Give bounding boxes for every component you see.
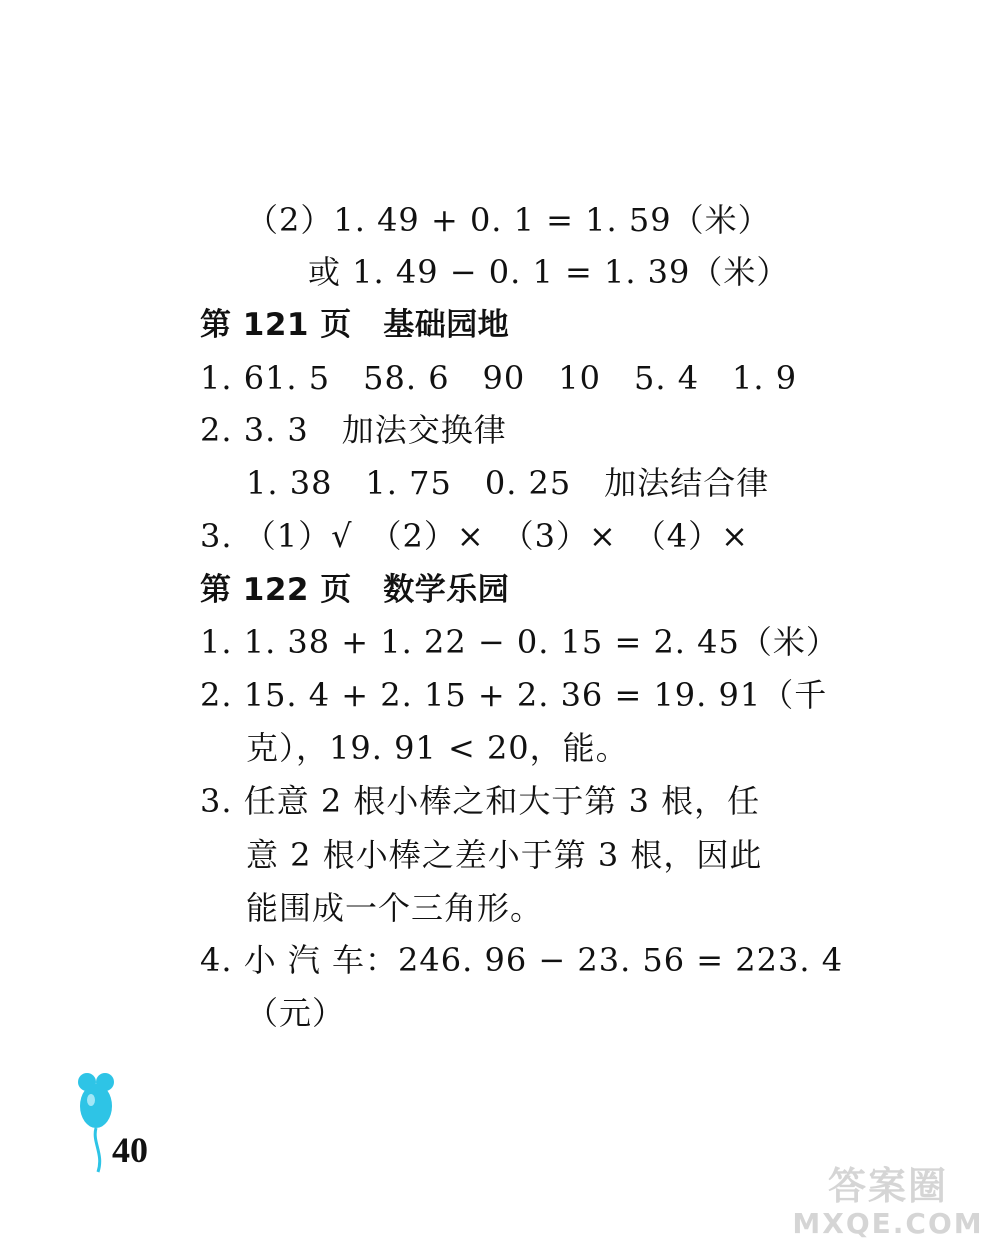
answer-line-15: 4. 小 汽 车：246. 96 − 23. 56 = 223. 4 bbox=[200, 941, 844, 979]
answer-line-2: 或 1. 49 − 0. 1 = 1. 39（米） bbox=[308, 253, 790, 291]
answer-line-9: 1. 1. 38 + 1. 22 − 0. 15 = 2. 45（米） bbox=[200, 623, 839, 661]
answer-line-4: 1. 61. 5 58. 6 90 10 5. 4 1. 9 bbox=[200, 359, 798, 397]
answer-line-10: 2. 15. 4 + 2. 15 + 2. 36 = 19. 91（千 bbox=[200, 676, 828, 714]
answer-line-5: 2. 3. 3 加法交换律 bbox=[200, 411, 507, 449]
answer-line-7: 3. （1）√ （2）× （3）× （4）× bbox=[200, 517, 749, 555]
watermark-url: MXQE.COM bbox=[792, 1207, 984, 1240]
answer-line-13: 意 2 根小棒之差小于第 3 根，因此 bbox=[246, 836, 763, 874]
watermark bbox=[788, 1164, 988, 1240]
answer-line-16: （元） bbox=[246, 994, 346, 1032]
section-heading-121: 第 121 页 基础园地 bbox=[200, 307, 510, 343]
answer-line-6: 1. 38 1. 75 0. 25 加法结合律 bbox=[246, 464, 770, 502]
page-number: 40 bbox=[112, 1130, 148, 1170]
answer-line-14: 能围成一个三角形。 bbox=[246, 889, 544, 927]
answer-line-11: 克），19. 91 < 20，能。 bbox=[246, 729, 629, 767]
answer-line-12: 3. 任意 2 根小棒之和大于第 3 根，任 bbox=[200, 782, 761, 820]
answer-line-1: （2）1. 49 + 0. 1 = 1. 59（米） bbox=[246, 201, 771, 239]
watermark-logo: 答案圈 bbox=[827, 1164, 948, 1208]
section-heading-122: 第 122 页 数学乐园 bbox=[200, 572, 510, 608]
